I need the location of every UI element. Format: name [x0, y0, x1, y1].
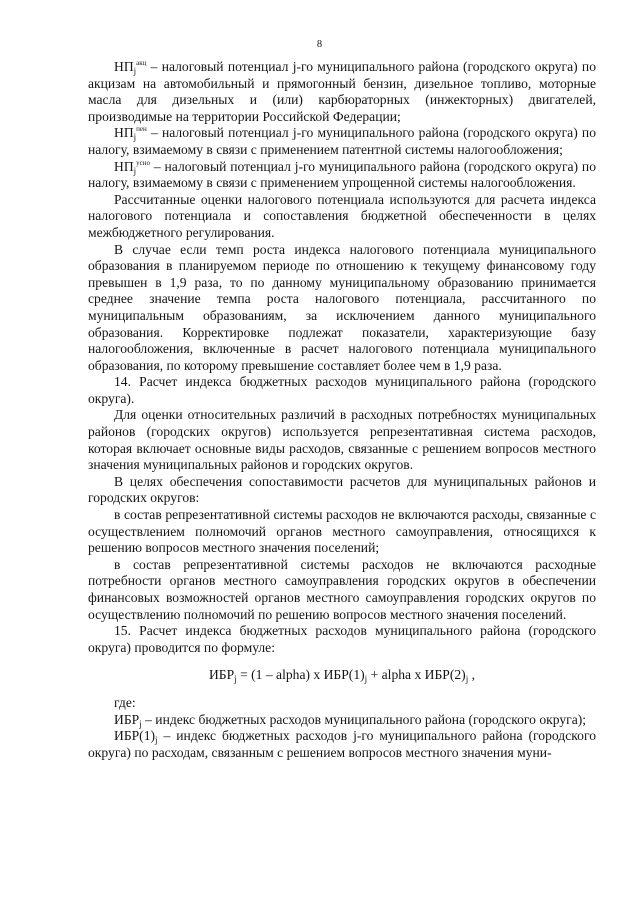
definition-text: – индекс бюджетных расходов j-го муниципального района (городского округа) по расходам, связанным с решением вопросов местного значения муни-: [88, 728, 596, 760]
formula-term-2-subscript: j: [465, 674, 469, 685]
definition-np-usno: [88, 159, 596, 192]
formula: [88, 667, 596, 684]
superscript: акц: [136, 59, 147, 67]
subscript: j: [133, 66, 137, 76]
formula-term-1: = (1 – alpha) x ИБР(1): [236, 667, 365, 683]
formula-term-2: + alpha x ИБР(2): [367, 667, 466, 683]
document-body: [88, 59, 596, 761]
symbol: НП: [114, 125, 134, 141]
definition-text: – налоговый потенциал j-го муниципального района (городского округа) по налогу, взимаемому в связи с применением патентной системы налогообложения;: [88, 125, 596, 157]
definition-text: – налоговый потенциал j-го муниципального района (городского округа) по акцизам на автомобильный и прямогонный бензин, дизельное топливо, моторные масла для дизельных и (или) карбюраторных (инжекторных) двигателей, производимые на территории Российской Федерации;: [88, 59, 596, 124]
list-item: в состав репрезентативной системы расходов не включаются расходы, связанные с осуществлением полномочий органов местного самоуправления, относящихся к решению вопросов местного значения поселений;: [88, 507, 596, 556]
superscript: пен: [136, 125, 147, 134]
paragraph: Рассчитанные оценки налогового потенциала используются для расчета индекса налогового потенциала и сопоставления бюджетной обеспеченности в целях межбюджетного регулирования.: [88, 191, 596, 240]
definition-np-pen: [88, 125, 596, 158]
symbol: НП: [114, 59, 134, 74]
symbol: НП: [114, 158, 134, 174]
symbol: ИБР: [114, 711, 140, 727]
page-number: 8: [316, 39, 323, 50]
definition-ibr1: [88, 728, 596, 761]
definition-text: – налоговый потенциал j-го муниципального района (городского округа) по налогу, взимаемому в связи с применением упрощенной системы налогообложения.: [88, 158, 596, 191]
paragraph: В случае если темп роста индекса налогового потенциала муниципального образования в планируемом периоде по отношению к текущему финансовому году превышен в 1,9 раза, то по данному муниципальному образованию принимается среднее значение темпа роста налогового потенциала, рассчитанного по муниципальным образованиям, за исключением данного муниципального образования. Корректировке подлежат показатели, характеризующие базу налогообложения, включенные в расчет налогового потенциала муниципального образования, по которому превышение составляет более чем в 1,9 раза.: [88, 241, 596, 373]
definition-ibr: [88, 712, 596, 729]
definition-text: – индекс бюджетных расходов муниципального района (городского округа);: [141, 711, 587, 727]
superscript: усно: [136, 158, 151, 167]
where-label: где:: [114, 694, 136, 710]
subscript: j: [133, 165, 137, 176]
formula-term-1-subscript: j: [364, 674, 368, 685]
symbol: ИБР(1): [114, 728, 156, 744]
formula-tail: ,: [468, 667, 476, 683]
section-heading-14: 14. Расчет индекса бюджетных расходов муниципального района (городского округа).: [88, 374, 596, 406]
formula-lhs-subscript: j: [234, 674, 237, 685]
list-item: в состав репрезентативной системы расходов не включаются расходные потребности органов местного самоуправления городских округов в обеспечении финансовых возможностей органов местного самоуправления городских округов по осуществлению полномочий по решению вопросов местного значения поселений.: [88, 556, 596, 622]
definition-np-akc: [88, 59, 596, 125]
paragraph: В целях обеспечения сопоставимости расчетов для муниципальных районов и городских округов:: [88, 473, 596, 506]
subscript: j: [133, 132, 137, 143]
subscript: j: [139, 718, 142, 729]
formula-lhs: ИБР: [208, 667, 235, 683]
section-heading-15: 15. Расчет индекса бюджетных расходов муниципального района (городского округа) проводится по формуле:: [88, 623, 596, 655]
paragraph: Для оценки относительных различий в расходных потребностях муниципальных районов (городских округов) используется репрезентативная система расходов, которая включает основные виды расходов, связанные с решением вопросов местного значения муниципальных районов и городских округов.: [88, 407, 596, 473]
subscript: j: [155, 735, 158, 746]
